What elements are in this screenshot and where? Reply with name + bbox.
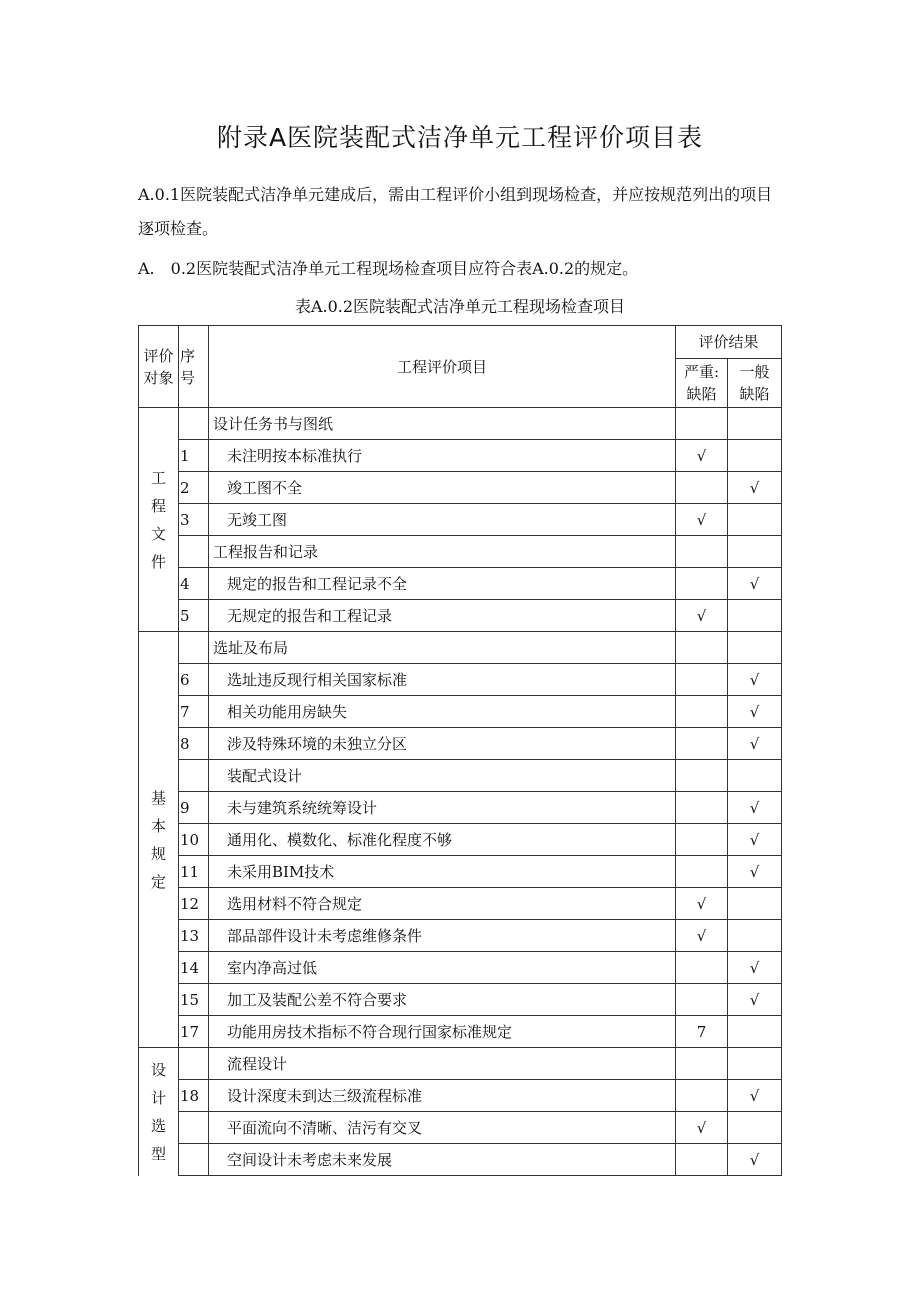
table-row bbox=[139, 760, 782, 792]
row-number: 4 bbox=[179, 568, 209, 600]
evaluation-item: 设计深度未到达三级流程标准 bbox=[209, 1080, 676, 1112]
table-row bbox=[139, 824, 782, 856]
evaluation-item: 室内净高过低 bbox=[209, 952, 676, 984]
serious-defect-mark bbox=[676, 696, 728, 728]
general-defect-mark bbox=[728, 504, 782, 536]
header-object-line1: 评价 bbox=[143, 346, 174, 365]
serious-defect-mark bbox=[676, 792, 728, 824]
evaluation-item: 无竣工图 bbox=[209, 504, 676, 536]
evaluation-item: 竣工图不全 bbox=[209, 472, 676, 504]
general-defect-mark bbox=[728, 632, 782, 664]
general-defect-mark: √ bbox=[728, 696, 782, 728]
row-number bbox=[179, 1112, 209, 1144]
row-number: 1 bbox=[179, 440, 209, 472]
row-number: 6 bbox=[179, 664, 209, 696]
evaluation-object-char: 设 bbox=[150, 1060, 166, 1079]
row-number: 18 bbox=[179, 1080, 209, 1112]
table-row bbox=[139, 664, 782, 696]
row-number bbox=[179, 760, 209, 792]
evaluation-object-char: 计 bbox=[150, 1088, 166, 1107]
table-row bbox=[139, 408, 782, 440]
serious-defect-mark bbox=[676, 1080, 728, 1112]
header-item: 工程评价项目 bbox=[209, 326, 676, 408]
row-number bbox=[179, 536, 209, 568]
general-defect-mark bbox=[728, 1016, 782, 1048]
serious-defect-mark bbox=[676, 408, 728, 440]
page-title: 附录A医院装配式洁净单元工程评价项目表 bbox=[216, 123, 704, 152]
table-caption: 表A.0.2医院装配式洁净单元工程现场检查项目 bbox=[294, 297, 626, 316]
general-defect-mark: √ bbox=[728, 1080, 782, 1112]
header-object-line2: 对象 bbox=[143, 368, 174, 387]
evaluation-item: 功能用房技术指标不符合现行国家标准规定 bbox=[209, 1016, 676, 1048]
evaluation-object bbox=[139, 632, 179, 1048]
evaluation-object bbox=[139, 408, 179, 632]
general-defect-mark: √ bbox=[728, 1144, 782, 1176]
header-general-line2: 缺陷 bbox=[739, 385, 770, 403]
evaluation-item: 通用化、模数化、标准化程度不够 bbox=[209, 824, 676, 856]
evaluation-item: 规定的报告和工程记录不全 bbox=[209, 568, 676, 600]
row-number: 9 bbox=[179, 792, 209, 824]
serious-defect-mark bbox=[676, 1048, 728, 1080]
header-no bbox=[179, 326, 209, 408]
table-row bbox=[139, 1048, 782, 1080]
table-row bbox=[139, 440, 782, 472]
table-row bbox=[139, 1016, 782, 1048]
header-result: 评价结果 bbox=[676, 326, 782, 359]
header-serious bbox=[676, 359, 728, 408]
serious-defect-mark bbox=[676, 952, 728, 984]
evaluation-item: 选用材料不符合规定 bbox=[209, 888, 676, 920]
row-number: 11 bbox=[179, 856, 209, 888]
serious-defect-mark bbox=[676, 760, 728, 792]
general-defect-mark: √ bbox=[728, 952, 782, 984]
general-defect-mark: √ bbox=[728, 792, 782, 824]
general-defect-mark: √ bbox=[728, 728, 782, 760]
header-object bbox=[139, 326, 179, 408]
row-number bbox=[179, 1048, 209, 1080]
evaluation-subheading: 装配式设计 bbox=[209, 760, 676, 792]
serious-defect-mark bbox=[676, 824, 728, 856]
table-row bbox=[139, 696, 782, 728]
table-row bbox=[139, 504, 782, 536]
serious-defect-mark: √ bbox=[676, 1112, 728, 1144]
evaluation-object bbox=[139, 1048, 179, 1176]
table-row bbox=[139, 600, 782, 632]
paragraph-a02: A. 0.2医院装配式洁净单元工程现场检查项目应符合表A.0.2的规定。 bbox=[138, 259, 639, 278]
evaluation-object-char: 本 bbox=[150, 816, 166, 835]
table-row bbox=[139, 1144, 782, 1176]
evaluation-object-char: 规 bbox=[150, 844, 166, 863]
serious-defect-mark: √ bbox=[676, 920, 728, 952]
general-defect-mark: √ bbox=[728, 824, 782, 856]
serious-defect-mark: 7 bbox=[676, 1016, 728, 1048]
general-defect-mark bbox=[728, 600, 782, 632]
serious-defect-mark bbox=[676, 536, 728, 568]
serious-defect-mark bbox=[676, 728, 728, 760]
evaluation-object-char: 文 bbox=[150, 524, 166, 543]
serious-defect-mark bbox=[676, 472, 728, 504]
header-serious-line2: 缺陷 bbox=[686, 385, 717, 403]
evaluation-object-char: 选 bbox=[150, 1116, 166, 1135]
serious-defect-mark bbox=[676, 664, 728, 696]
serious-defect-mark bbox=[676, 984, 728, 1016]
row-number: 12 bbox=[179, 888, 209, 920]
row-number: 8 bbox=[179, 728, 209, 760]
row-number bbox=[179, 1144, 209, 1176]
row-number bbox=[179, 632, 209, 664]
table-row bbox=[139, 728, 782, 760]
evaluation-subheading: 平面流向不清晰、洁污有交叉 bbox=[209, 1112, 676, 1144]
evaluation-item: 未注明按本标准执行 bbox=[209, 440, 676, 472]
general-defect-mark bbox=[728, 440, 782, 472]
general-defect-mark: √ bbox=[728, 568, 782, 600]
header-no-line2: 号 bbox=[180, 368, 196, 387]
table-row bbox=[139, 632, 782, 664]
table-row bbox=[139, 1080, 782, 1112]
evaluation-object-char: 基 bbox=[150, 788, 166, 807]
evaluation-object-char: 定 bbox=[150, 872, 166, 891]
row-number: 14 bbox=[179, 952, 209, 984]
serious-defect-mark bbox=[676, 632, 728, 664]
header-general-line1: 一般 bbox=[739, 363, 770, 381]
paragraph-a01: A.0.1医院装配式洁净单元建成后，需由工程评价小组到现场检查，并应按规范列出的项目逐项检查。 bbox=[138, 185, 773, 238]
serious-defect-mark bbox=[676, 1144, 728, 1176]
serious-defect-mark: √ bbox=[676, 888, 728, 920]
general-defect-mark: √ bbox=[728, 664, 782, 696]
evaluation-item: 加工及装配公差不符合要求 bbox=[209, 984, 676, 1016]
row-number bbox=[179, 408, 209, 440]
evaluation-subheading: 设计任务书与图纸 bbox=[209, 408, 676, 440]
table-row bbox=[139, 984, 782, 1016]
evaluation-object-char: 工 bbox=[150, 468, 166, 487]
table-row bbox=[139, 1112, 782, 1144]
evaluation-item: 相关功能用房缺失 bbox=[209, 696, 676, 728]
serious-defect-mark: √ bbox=[676, 600, 728, 632]
general-defect-mark bbox=[728, 408, 782, 440]
serious-defect-mark: √ bbox=[676, 440, 728, 472]
general-defect-mark: √ bbox=[728, 984, 782, 1016]
evaluation-subheading: 空间设计未考虑未来发展 bbox=[209, 1144, 676, 1176]
general-defect-mark bbox=[728, 888, 782, 920]
header-row bbox=[139, 326, 782, 359]
general-defect-mark bbox=[728, 1048, 782, 1080]
general-defect-mark: √ bbox=[728, 856, 782, 888]
general-defect-mark bbox=[728, 760, 782, 792]
table-row bbox=[139, 472, 782, 504]
row-number: 15 bbox=[179, 984, 209, 1016]
table-row bbox=[139, 568, 782, 600]
evaluation-item: 涉及特殊环境的未独立分区 bbox=[209, 728, 676, 760]
header-general bbox=[728, 359, 782, 408]
evaluation-subheading: 选址及布局 bbox=[209, 632, 676, 664]
general-defect-mark: √ bbox=[728, 472, 782, 504]
header-no-line1: 序 bbox=[180, 346, 196, 365]
table-row bbox=[139, 536, 782, 568]
general-defect-mark bbox=[728, 920, 782, 952]
evaluation-item: 部品部件设计未考虑维修条件 bbox=[209, 920, 676, 952]
row-number: 5 bbox=[179, 600, 209, 632]
general-defect-mark bbox=[728, 1112, 782, 1144]
evaluation-subheading: 流程设计 bbox=[209, 1048, 676, 1080]
row-number: 13 bbox=[179, 920, 209, 952]
serious-defect-mark: √ bbox=[676, 504, 728, 536]
evaluation-object-char: 型 bbox=[150, 1144, 166, 1163]
general-defect-mark bbox=[728, 536, 782, 568]
row-number: 2 bbox=[179, 472, 209, 504]
serious-defect-mark bbox=[676, 856, 728, 888]
evaluation-item: 选址违反现行相关国家标准 bbox=[209, 664, 676, 696]
row-number: 17 bbox=[179, 1016, 209, 1048]
evaluation-object-char: 件 bbox=[150, 552, 166, 571]
table-row bbox=[139, 888, 782, 920]
header-serious-line1: 严重: bbox=[683, 363, 720, 381]
row-number: 3 bbox=[179, 504, 209, 536]
evaluation-item: 未与建筑系统统筹设计 bbox=[209, 792, 676, 824]
serious-defect-mark bbox=[676, 568, 728, 600]
table-row bbox=[139, 856, 782, 888]
evaluation-item: 未采用BIM技术 bbox=[209, 856, 676, 888]
evaluation-item: 无规定的报告和工程记录 bbox=[209, 600, 676, 632]
table-row bbox=[139, 952, 782, 984]
table-row bbox=[139, 920, 782, 952]
inspection-table bbox=[138, 325, 782, 1176]
evaluation-object-char: 程 bbox=[150, 496, 166, 515]
row-number: 10 bbox=[179, 824, 209, 856]
table-row bbox=[139, 792, 782, 824]
row-number: 7 bbox=[179, 696, 209, 728]
evaluation-subheading: 工程报告和记录 bbox=[209, 536, 676, 568]
